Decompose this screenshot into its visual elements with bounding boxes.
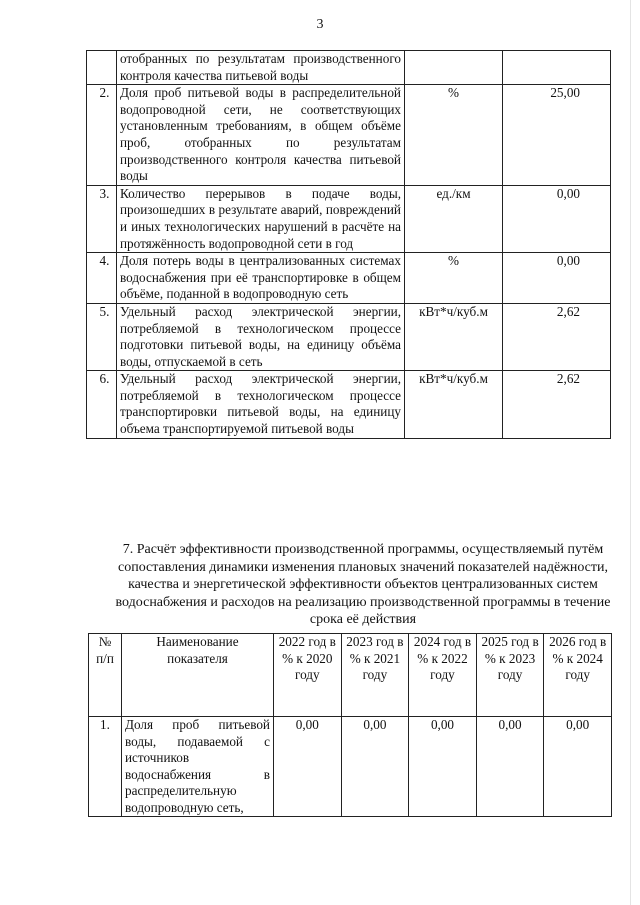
continuation-text: отобранных по результатам производственного контроля качества питьевой воды bbox=[117, 51, 405, 85]
row-number bbox=[87, 51, 117, 85]
value-cell: 2,62 bbox=[503, 303, 611, 370]
unit-cell: % bbox=[405, 85, 503, 186]
page-number: 3 bbox=[316, 17, 324, 32]
table-row bbox=[87, 85, 611, 186]
header-year-2022: 2022 год в % к 2020 году bbox=[274, 634, 342, 717]
indicator-description: Количество перерывов в подаче воды, произошедших в результате аварий, повреждений и иных технологических нарушений в расчёте на протяжённость водопроводной сети в год bbox=[117, 185, 405, 252]
row-number: 6. bbox=[87, 371, 117, 438]
table-row bbox=[87, 303, 611, 370]
indicator-description: Доля проб питьевой воды в распределительной водопроводной сети, не соответствующих установленным требованиям, в общем объёме проб, отобранных по результатам производственного контроля качества питьевой воды bbox=[117, 85, 405, 186]
table-header-row bbox=[89, 634, 612, 717]
value-cell: 2,62 bbox=[503, 371, 611, 438]
header-year-2026: 2026 год в % к 2024 году bbox=[544, 634, 612, 717]
header-number: № п/п bbox=[89, 634, 122, 717]
header-year-2024: 2024 год в % к 2022 году bbox=[409, 634, 477, 717]
unit-cell: кВт*ч/куб.м bbox=[405, 303, 503, 370]
indicator-description: Доля потерь воды в централизованных системах водоснабжения при её транспортировке в общем объёме, поданной в водопроводную сеть bbox=[117, 253, 405, 304]
row-number: 1. bbox=[89, 717, 122, 817]
value-2024: 0,00 bbox=[409, 717, 477, 817]
value-2022: 0,00 bbox=[274, 717, 342, 817]
row-number: 5. bbox=[87, 303, 117, 370]
value-2026: 0,00 bbox=[544, 717, 612, 817]
unit-cell: ед./км bbox=[405, 185, 503, 252]
table-row bbox=[87, 371, 611, 438]
unit-cell bbox=[405, 51, 503, 85]
unit-cell: % bbox=[405, 253, 503, 304]
value-cell: 0,00 bbox=[503, 185, 611, 252]
table-row bbox=[87, 51, 611, 85]
indicators-table bbox=[86, 50, 611, 439]
unit-cell: кВт*ч/куб.м bbox=[405, 371, 503, 438]
table-row bbox=[87, 253, 611, 304]
value-cell bbox=[503, 51, 611, 85]
value-2025: 0,00 bbox=[476, 717, 544, 817]
table-row bbox=[89, 717, 612, 817]
value-2023: 0,00 bbox=[341, 717, 409, 817]
header-year-2023: 2023 год в % к 2021 году bbox=[341, 634, 409, 717]
indicator-description: Удельный расход электрической энергии, потребляемой в технологическом процессе транспортировки питьевой воды, на единицу объема транспортируемой питьевой воды bbox=[117, 371, 405, 438]
row-number: 2. bbox=[87, 85, 117, 186]
value-cell: 0,00 bbox=[503, 253, 611, 304]
header-name: Наименование показателя bbox=[122, 634, 274, 717]
row-number: 3. bbox=[87, 185, 117, 252]
value-cell: 25,00 bbox=[503, 85, 611, 186]
row-number: 4. bbox=[87, 253, 117, 304]
indicator-description: Удельный расход электрической энергии, потребляемой в технологическом процессе подготовки питьевой воды, на единицу объёма воды, отпускаемой в сеть bbox=[117, 303, 405, 370]
header-year-2025: 2025 год в % к 2023 году bbox=[476, 634, 544, 717]
table-row bbox=[87, 185, 611, 252]
section-heading: 7. Расчёт эффективности производственной программы, осуществляемый путём сопоставления динамики изменения плановых значений показателей надёжности, качества и энергетической эффективности объектов централизованных систем водоснабжения и расходов на реализацию производственной программы в течение срока её действия bbox=[115, 542, 611, 627]
indicator-name: Доля проб питьевой воды, подаваемой с источников водоснабжения в распределительную водопроводную сеть, bbox=[122, 717, 274, 817]
scan-edge-line bbox=[630, 0, 631, 905]
efficiency-table bbox=[88, 633, 612, 817]
